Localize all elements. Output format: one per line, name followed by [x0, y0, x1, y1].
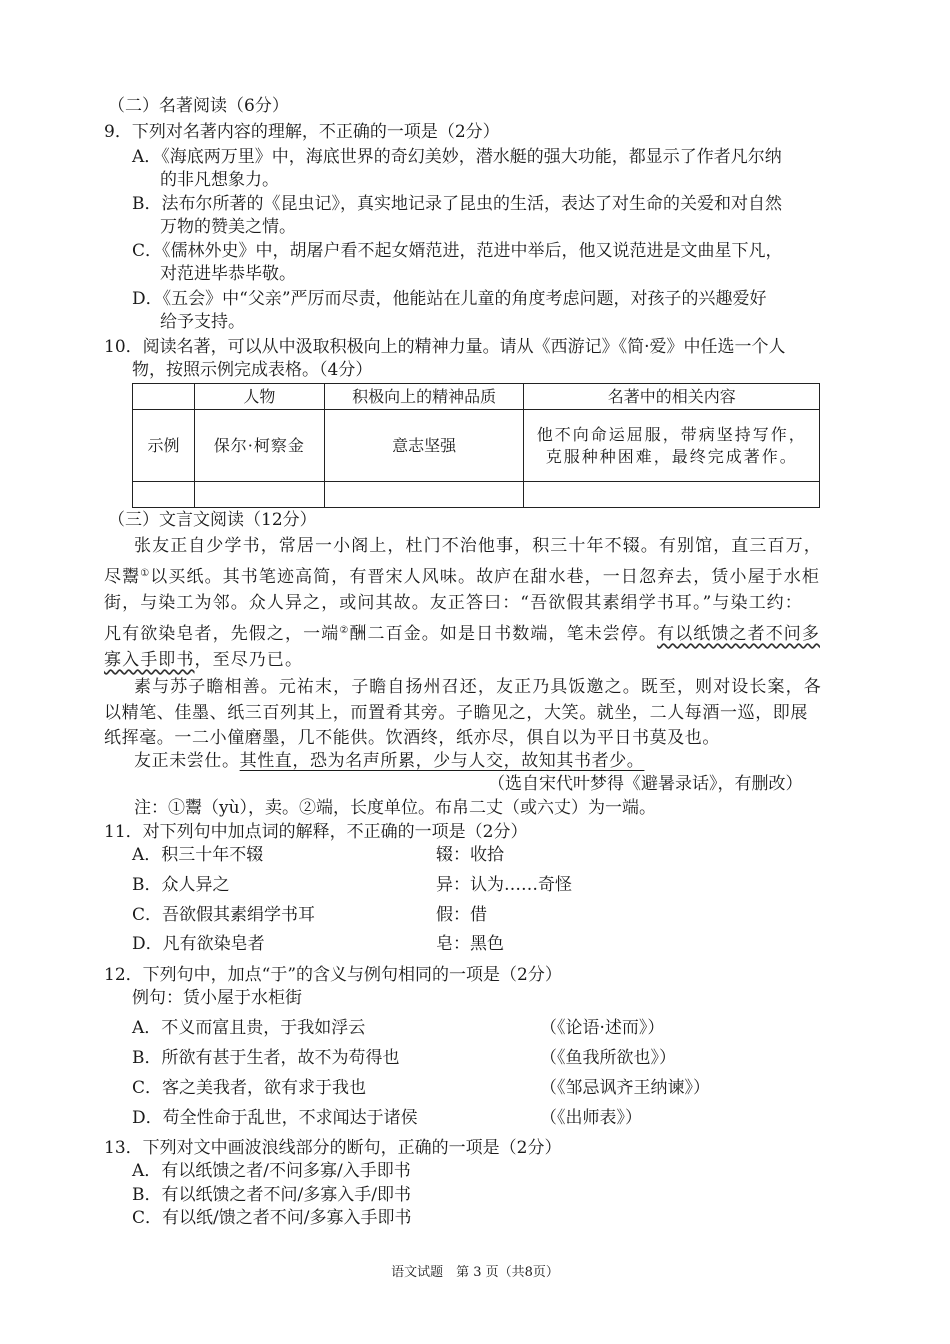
passage-note: 注：①鬻（yù），卖。②端，长度单位。布帛二丈（或六丈）为一端。	[134, 798, 657, 818]
table-answer-content-field[interactable]	[524, 482, 820, 508]
table-answer-quality-field[interactable]	[324, 482, 524, 508]
q12-example: 例句：赁小屋于水柜街	[132, 988, 302, 1008]
wavy-underline-segment-2: 寡入手即书	[104, 650, 195, 670]
passage-p2-line3: 纸挥毫。一二小僮磨墨，几不能供。饮酒终，纸亦尽，俱自以为平日书莫及也。	[104, 728, 720, 748]
section3-heading: （三）文言文阅读（12分）	[108, 510, 317, 530]
passage-p1-line3: 街，与染工为邻。众人异之，或问其故。友正答曰：“吾欲假其素绢学书耳。”与染工约：	[104, 593, 803, 613]
q11-option-d-gloss: 皂：黑色	[436, 934, 504, 954]
q11-option-c: C．吾欲假其素绢学书耳	[132, 905, 316, 925]
q10-stem: 10．阅读名著，可以从中汲取积极向上的精神力量。请从《西游记》《简·爱》中任选一个人	[104, 337, 786, 357]
q12-option-b-source: （《鱼我所欲也》）	[540, 1048, 676, 1068]
q9-option-a: A．《海底两万里》中，海底世界的奇幻美妙，潜水艇的强大功能，都显示了作者凡尔纳	[132, 147, 782, 167]
q12-option-d: D．苟全性命于乱世，不求闻达于诸侯	[132, 1108, 418, 1128]
q13-option-c: C．有以纸/馈之者不问/多寡入手即书	[132, 1208, 412, 1228]
passage-p2-line2: 以精笔、佳墨、纸三百列其上，而置肴其旁。子瞻见之，大笑。就坐，二人每酒一巡，即展	[104, 703, 808, 723]
q13-stem: 13．下列对文中画波浪线部分的断句，正确的一项是（2分）	[104, 1138, 562, 1158]
page-footer: 语文试题 第 3 页（共8页）	[391, 1265, 559, 1280]
wavy-underline-segment: 有以纸馈之者不问多	[657, 624, 820, 644]
table-example-content: 他不向命运屈服，带病坚持写作，克服种种困难，最终完成著作。	[524, 410, 820, 482]
q9-stem: 9．下列对名著内容的理解，不正确的一项是（2分）	[104, 122, 500, 142]
passage-p1-line2: 尽鬻①以买纸。其书笔迹高简，有晋宋人风味。故庐在甜水巷，一日忽弃去，赁小屋于水柜	[104, 567, 820, 587]
q11-option-b-gloss: 异：认为……奇怪	[436, 875, 572, 895]
table-example-label: 示例	[133, 410, 195, 482]
table-answer-person-field[interactable]	[194, 482, 324, 508]
passage-source: （选自宋代叶梦得《避暑录话》，有删改）	[488, 774, 803, 794]
passage-p3: 友正未尝仕。其性直，恐为名声所累，少与人交，故知其书者少。	[134, 751, 645, 771]
q11-stem: 11．对下列句中加点词的解释，不正确的一项是（2分）	[104, 822, 528, 842]
q11-option-c-gloss: 假：借	[436, 905, 487, 925]
q12-option-c: C．客之美我者，欲有求于我也	[132, 1078, 367, 1098]
q10-stem-cont: 物，按照示例完成表格。（4分）	[132, 360, 373, 380]
passage-p1-line5: 寡入手即书，至尽乃已。	[104, 650, 304, 670]
table-answer-label	[133, 482, 195, 508]
table-header-content: 名著中的相关内容	[524, 384, 820, 410]
q11-option-d: D．凡有欲染皂者	[132, 934, 265, 954]
q10-table	[132, 383, 820, 508]
q12-option-b: B．所欲有甚于生者，故不为苟得也	[132, 1048, 400, 1068]
q12-option-a-source: （《论语·述而》）	[540, 1018, 665, 1038]
straight-underline-segment: 其性直，恐为名声所累，少与人交，故知其书者少。	[239, 751, 645, 771]
q13-option-a: A．有以纸馈之者/不问多寡/入手即书	[132, 1161, 411, 1181]
section2-heading: （二）名著阅读（6分）	[108, 96, 289, 116]
q11-option-b: B．众人异之	[132, 875, 230, 895]
q9-option-b-cont: 万物的赞美之情。	[160, 217, 296, 237]
q9-option-d: D．《五会》中“父亲”严厉而尽责，他能站在儿童的角度考虑问题，对孩子的兴趣爱好	[132, 289, 767, 309]
q12-option-d-source: （《出师表》）	[540, 1108, 642, 1128]
passage-p1-line4: 凡有欲染皂者，先假之，一端②酬二百金。如是日书数端，笔未尝停。有以纸馈之者不问多	[104, 624, 820, 644]
q12-option-a: A．不义而富且贵，于我如浮云	[132, 1018, 366, 1038]
q9-option-b: B．法布尔所著的《昆虫记》，真实地记录了昆虫的生活，表达了对生命的关爱和对自然	[132, 194, 782, 214]
q9-option-d-cont: 给予支持。	[160, 312, 245, 332]
table-example-quality: 意志坚强	[324, 410, 524, 482]
q11-option-a-gloss: 辍：收拾	[436, 845, 504, 865]
table-example-person: 保尔·柯察金	[194, 410, 324, 482]
q12-stem: 12．下列句中，加点“于”的含义与例句相同的一项是（2分）	[104, 965, 562, 985]
q12-option-c-source: （《邹忌讽齐王纳谏》）	[540, 1078, 710, 1098]
q11-option-a: A．积三十年不辍	[132, 845, 264, 865]
passage-p2-line1: 素与苏子瞻相善。元祐末，子瞻自扬州召还，友正乃具饭邀之。既至，则对设长案，各	[134, 677, 822, 697]
q9-option-c: C．《儒林外史》中，胡屠户看不起女婿范进，范进中举后，他又说范进是文曲星下凡，	[132, 241, 783, 261]
table-corner-cell	[133, 384, 195, 410]
q13-option-b: B．有以纸馈之者不问/多寡入手/即书	[132, 1185, 411, 1205]
passage-p1-line1: 张友正自少学书，常居一小阁上，杜门不治他事，积三十年不辍。有别馆，直三百万，	[134, 536, 822, 556]
table-header-person: 人物	[194, 384, 324, 410]
table-header-quality: 积极向上的精神品质	[324, 384, 524, 410]
q9-option-c-cont: 对范进毕恭毕敬。	[160, 264, 296, 284]
q9-option-a-cont: 的非凡想象力。	[160, 170, 279, 190]
